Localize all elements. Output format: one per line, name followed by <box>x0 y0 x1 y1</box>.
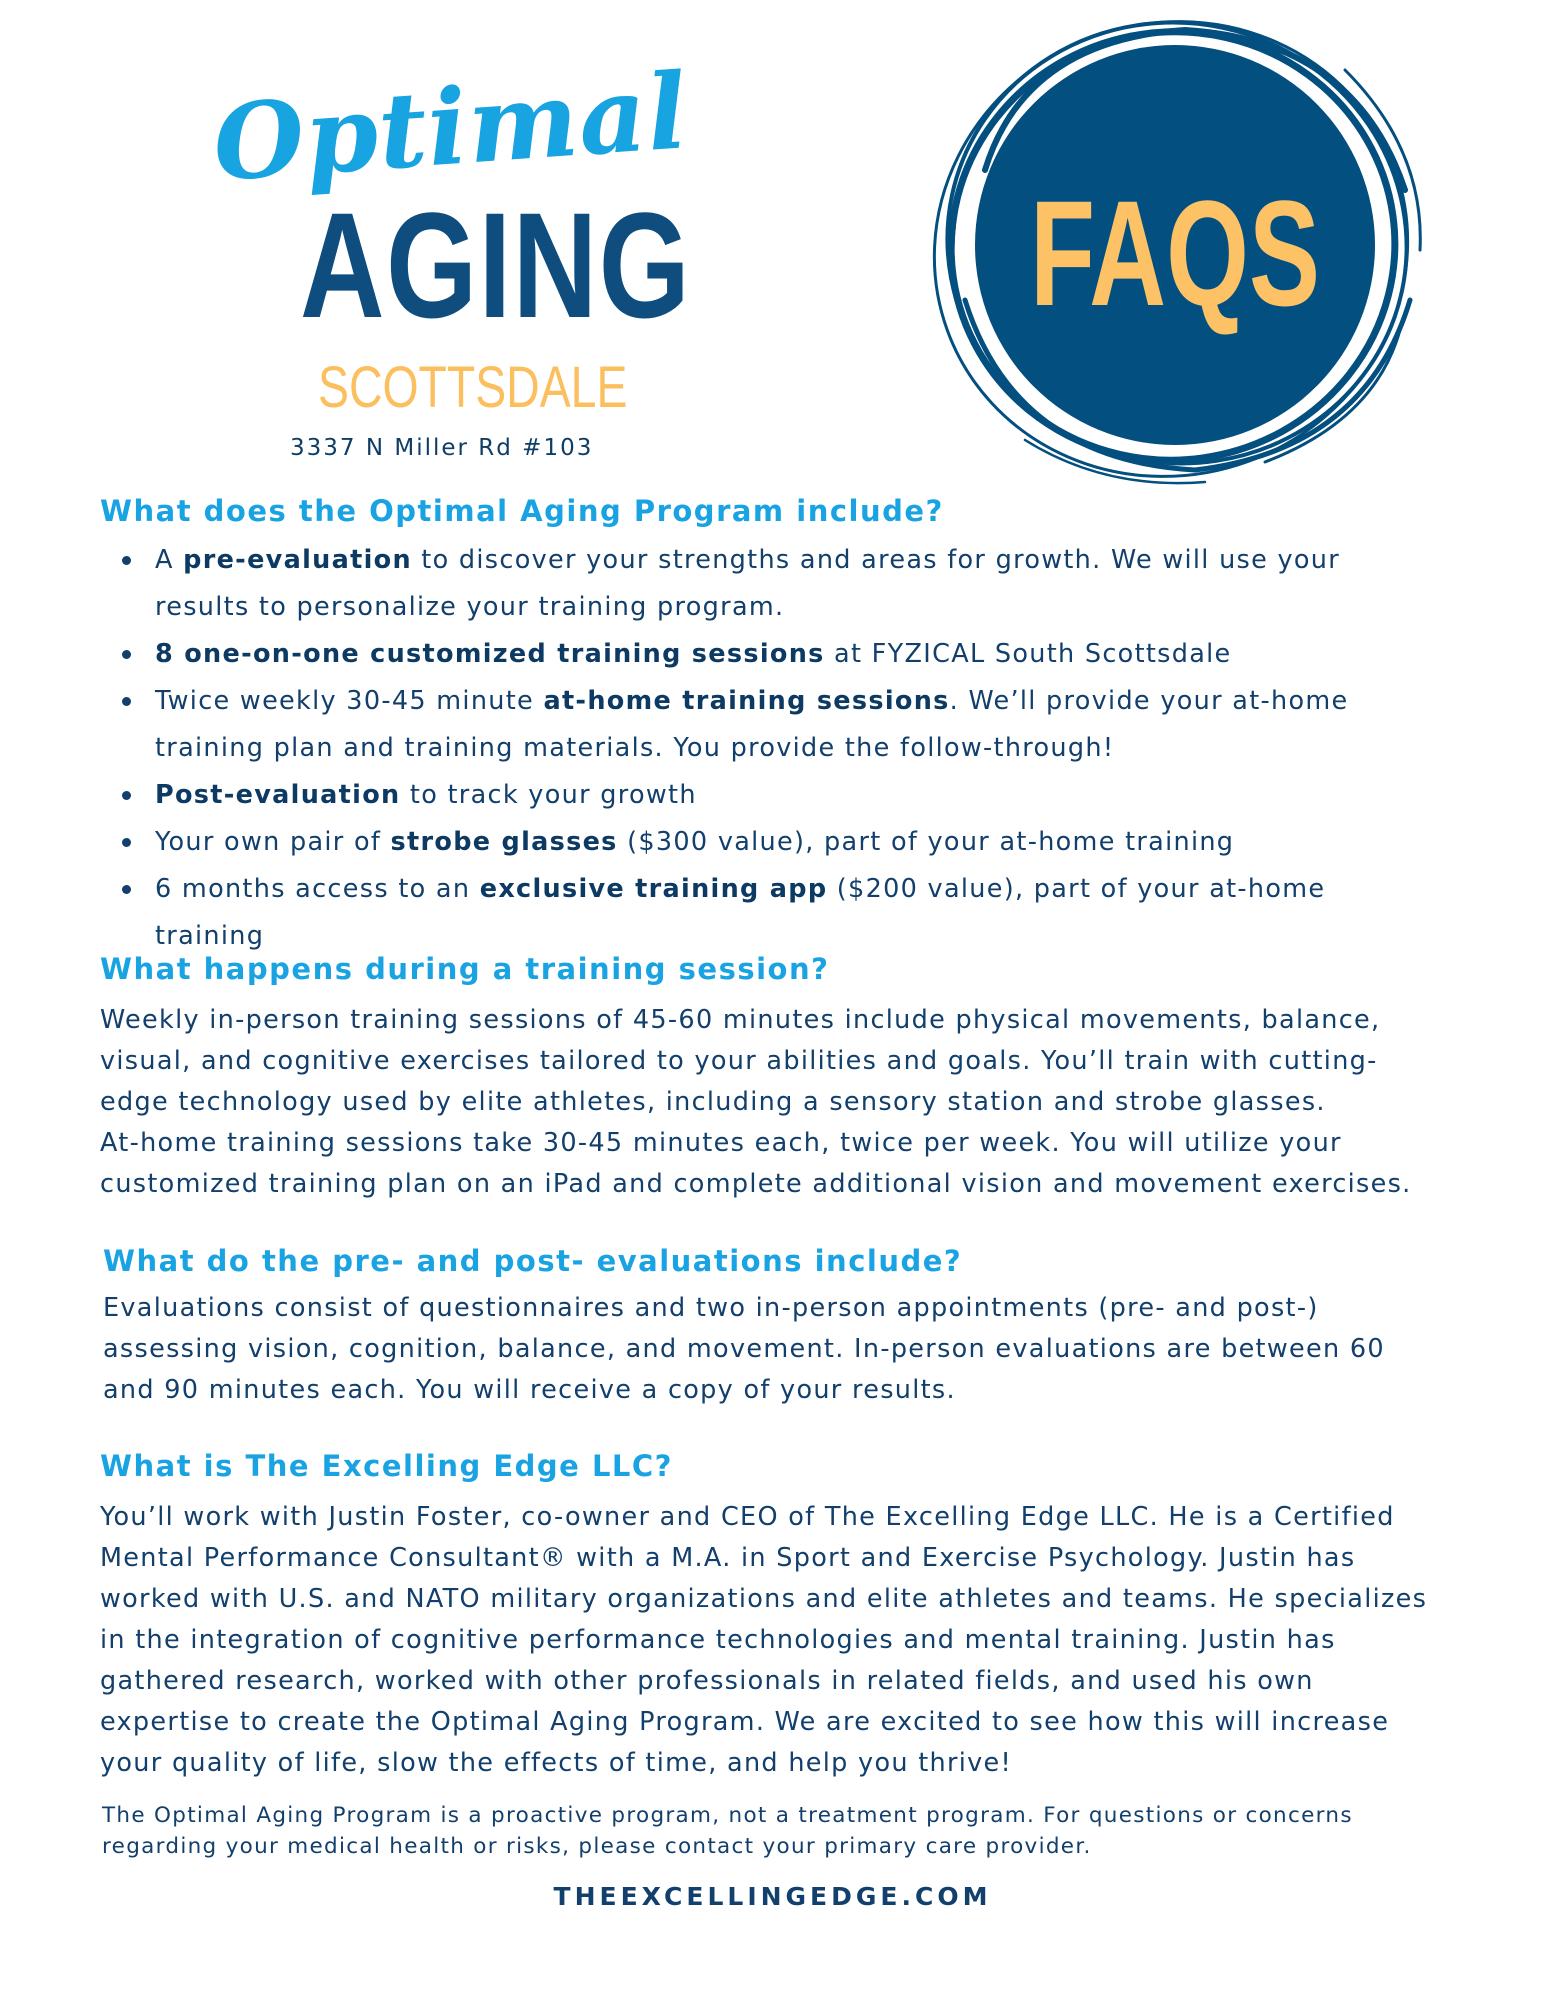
list-item: 6 months access to an exclusive training app ($200 value), part of your at-home training <box>100 866 1440 960</box>
question-program-includes: What does the Optimal Aging Program include? <box>100 494 944 528</box>
excelling-edge-answer <box>100 1497 1440 1784</box>
answer-paragraph: At-home training sessions take 30-45 minutes each, twice per week. You will utilize your customized training plan on an iPad and complete additional vision and movement exercises. <box>100 1128 1412 1199</box>
question-training-session: What happens during a training session? <box>100 952 830 986</box>
address: 3337 N Miller Rd #103 <box>290 435 594 461</box>
faq-badge <box>905 0 1445 490</box>
logo-script-word: Optimal <box>209 49 692 205</box>
answer-paragraph: You’ll work with Justin Foster, co-owner and CEO of The Excelling Edge LLC. He is a Certified Mental Performance Consultant® with a M.A. in Sport and Exercise Psychology. Justin has worked with U.S. and NATO military organizations and elite athletes and teams. He specializes in the integration of cognitive performance technologies and mental training. Justin has gathered research, worked with other professionals in related fields, and used his own expertise to create the Optimal Aging Program. We are excited to see how this will increase your quality of life, slow the effects of time, and help you thrive! <box>100 1502 1428 1778</box>
list-item: Twice weekly 30-45 minute at-home training sessions. We’ll provide your at-home training plan and training materials. You provide the follow-through! <box>100 678 1440 772</box>
list-item: 8 one-on-one customized training sessions at FYZICAL South Scottsdale <box>100 631 1440 678</box>
disclaimer: The Optimal Aging Program is a proactive program, not a treatment program. For questions or concerns regarding your medical health or risks, please contact your primary care provider. <box>102 1803 1353 1859</box>
evaluations-answer <box>103 1288 1443 1411</box>
answer-paragraph: Weekly in-person training sessions of 45-60 minutes include physical movements, balance, visual, and cognitive exercises tailored to your abilities and goals. You’ll train with cutting-edge technology used by elite athletes, including a sensory station and strobe glasses. <box>100 1005 1381 1117</box>
faq-badge-text: FAQS <box>1030 169 1320 337</box>
list-item: Post-evaluation to track your growth <box>100 772 1440 819</box>
logo-city: SCOTTSDALE <box>318 355 628 420</box>
logo-main-word: AGING <box>300 181 692 349</box>
program-includes-list <box>100 537 1440 960</box>
question-evaluations: What do the pre- and post- evaluations include? <box>103 1244 963 1278</box>
training-session-answer <box>100 1000 1440 1205</box>
list-item: Your own pair of strobe glasses ($300 value), part of your at-home training <box>100 819 1440 866</box>
list-item: A pre-evaluation to discover your strengths and areas for growth. We will use your results to personalize your training program. <box>100 537 1440 631</box>
answer-paragraph: Evaluations consist of questionnaires and two in-person appointments (pre- and post-) assessing vision, cognition, balance, and movement. In-person evaluations are between 60 and 90 minutes each. You will receive a copy of your results. <box>103 1293 1385 1405</box>
website-link[interactable]: THEEXCELLINGEDGE.COM <box>553 1882 992 1911</box>
question-excelling-edge: What is The Excelling Edge LLC? <box>100 1449 674 1483</box>
